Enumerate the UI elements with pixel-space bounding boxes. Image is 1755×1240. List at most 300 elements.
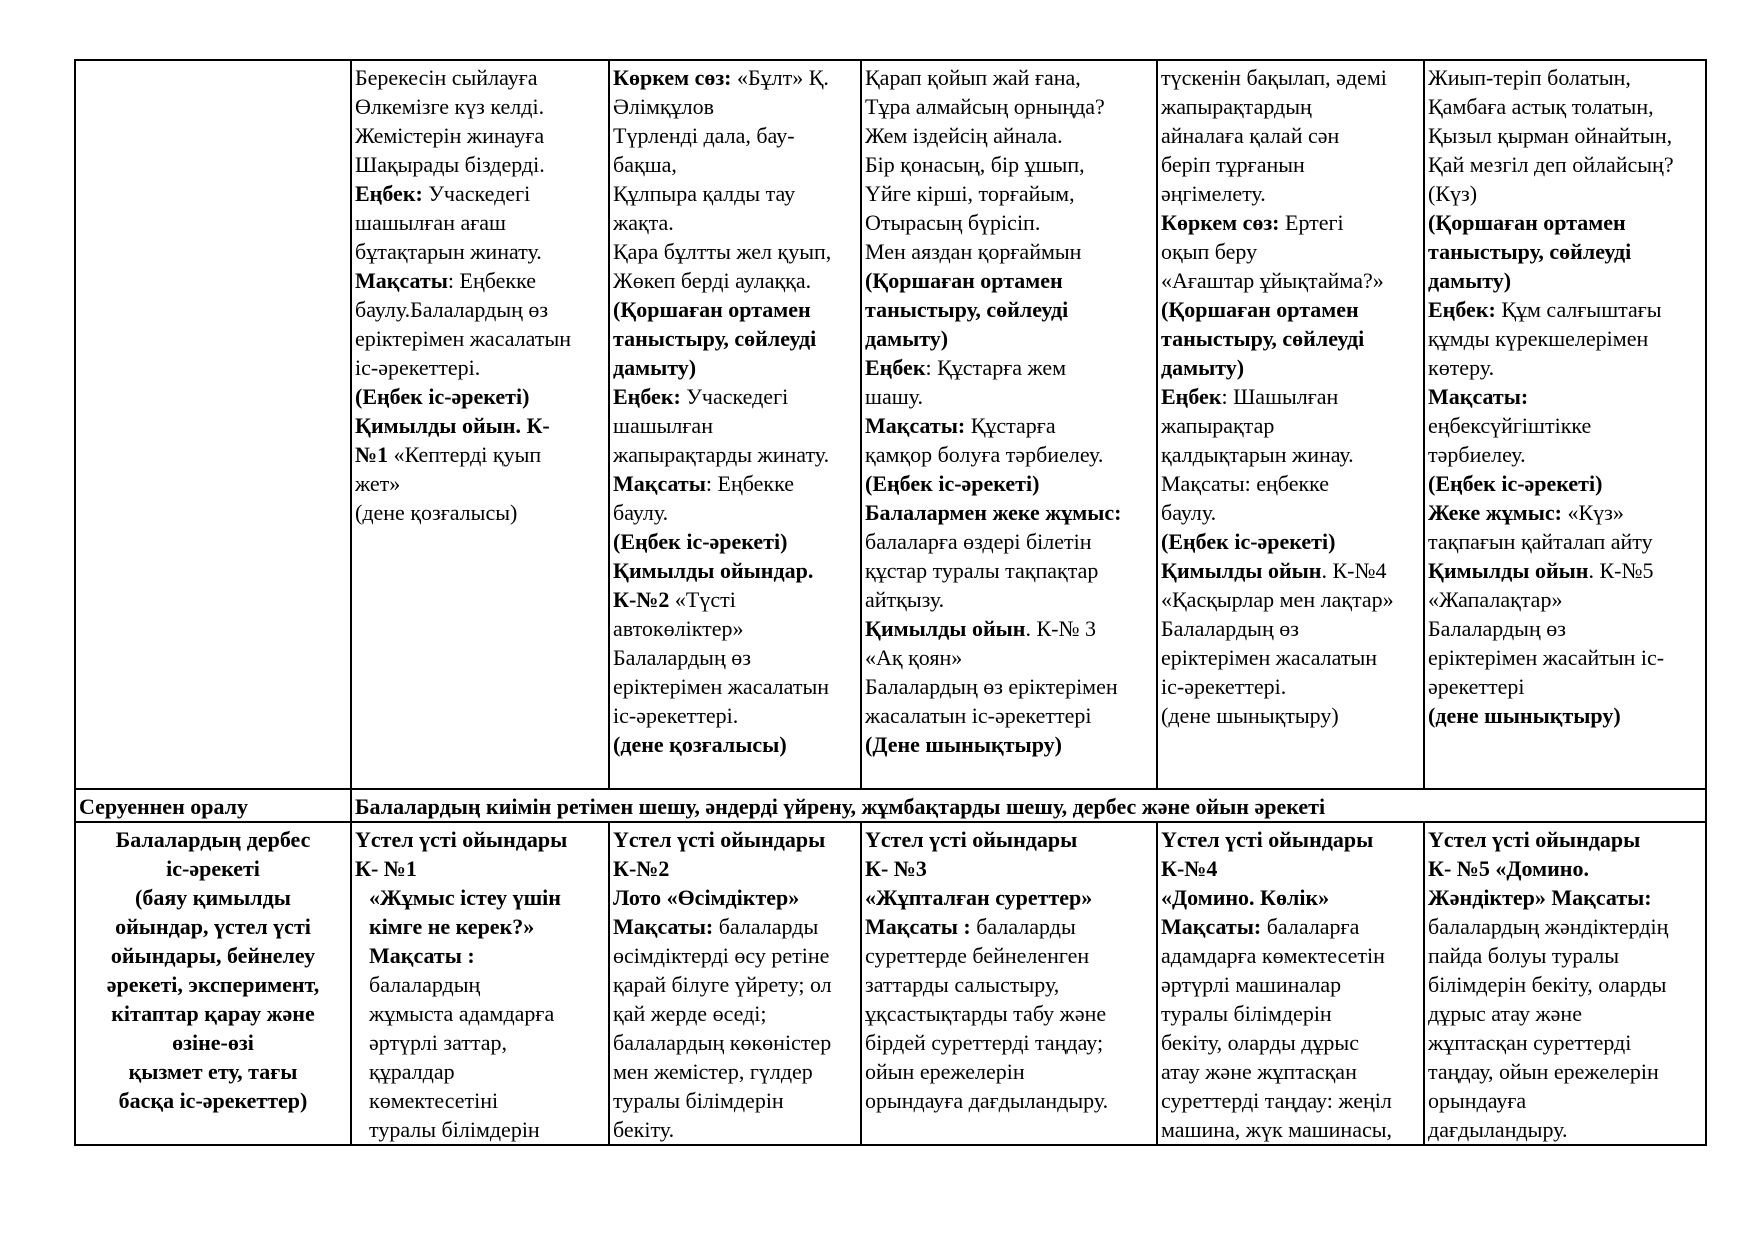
text: айналаға қалай сән [1161,123,1340,148]
text-line [613,382,857,411]
bold-text: таныстыру, сөйлеуді [1428,239,1632,264]
text: еңбексүйгіштікке [1428,413,1592,438]
row-label-cell [75,60,351,789]
text-line [613,1057,857,1086]
text: автокөліктер» [613,616,744,641]
text-line [865,999,1153,1028]
text-line [865,179,1153,208]
text-line: (баяу қимылды [135,885,291,910]
cell-day-1 [351,60,609,789]
text-line [613,498,857,527]
text: тақпағын қайталап айту [1428,529,1653,554]
text-line [865,498,1153,527]
text-line [1161,912,1420,941]
bold-text: Көркем сөз: [613,65,732,90]
bold-text: Қимылды ойын. К- [355,413,550,438]
text: Мен аяздан қорғаймын [865,239,1082,264]
bold-text: (Еңбек іс-әрекеті) [1428,471,1603,496]
text-line [1428,527,1702,556]
text-line [1161,1115,1420,1144]
text: әрекеттері [1428,674,1525,699]
text-line [865,643,1153,672]
bold-text: К- №5 «Домино. [1428,856,1589,881]
text-line [865,854,1153,883]
bold-text: Көркем сөз: [1161,210,1280,235]
text: шашылған ағаш [355,210,506,235]
text-line [1161,556,1420,585]
text: Балалардың өз еріктерімен [865,674,1118,699]
text-line [865,1057,1153,1086]
text: қай жерде өседі; [613,1001,767,1026]
text-line [355,854,605,883]
text-line [1428,556,1702,585]
table-row [75,789,1706,822]
bold-text: Қимылды ойын [1428,558,1589,583]
text-line [1161,63,1420,92]
text-line [355,1086,605,1115]
text: орындауға дағдыландыру. [865,1088,1109,1113]
text-line [1428,266,1702,295]
text-line [613,92,857,121]
cell-text [613,63,857,759]
text: іс-әрекеттері. [1161,674,1287,699]
text-line [1428,150,1702,179]
text-line [613,701,857,730]
text: шашу. [865,384,923,409]
text-line [355,295,605,324]
text-line [1428,1115,1702,1144]
text: Балалардың өз [613,645,751,670]
bold-text: Жеке жұмыс: [1428,500,1562,525]
bold-text: Балалармен жеке жұмыс: [865,500,1122,525]
text: адамдарға көмектесетін [1161,943,1385,968]
text-line [1428,1028,1702,1057]
cell-day-1 [351,822,609,1145]
text-line [613,556,857,585]
text-line [865,527,1153,556]
text-line [865,614,1153,643]
merged-content-cell [351,789,1706,822]
text: «Кептерді қуып [388,442,542,467]
text: өсімдіктерді өсу ретіне [613,943,830,968]
text: Қара бұлтты жел қуып, [613,239,832,264]
cell-day-3 [861,60,1157,789]
bold-text: (Қоршаған ортамен [1161,297,1359,322]
cell-day-4 [1157,60,1424,789]
text: балалардың жәндіктердің [1428,914,1669,939]
bold-text: «Жұмыс істеу үшін [369,885,561,910]
text-line [1161,970,1420,999]
text: Балалардың өз [1161,616,1299,641]
text-line [865,353,1153,382]
text: ойын ережелерін [865,1059,1025,1084]
bold-text: (Қоршаған ортамен [865,268,1063,293]
bold-text: Мақсаты [355,268,448,293]
text-line [613,150,857,179]
text: еріктерімен жасалатын [613,674,830,699]
text-line [865,941,1153,970]
text: балалардың [369,972,481,997]
text: ұқсастықтарды табу және [865,1001,1107,1026]
text-line [613,527,857,556]
cell-text [1161,63,1420,730]
text: Ертегі [1279,210,1344,235]
text-line [865,382,1153,411]
text: Әлімқұлов [613,94,714,119]
text-line [1428,295,1702,324]
table-row [75,822,1706,1145]
cell-day-4 [1157,822,1424,1145]
text: «Ақ қоян» [865,645,963,670]
text-line [613,1115,857,1144]
text-line [355,469,605,498]
text: қалдықтарын жинау. [1161,442,1354,467]
text: қамқор болуға тәрбиелеу. [865,442,1104,467]
text: іс-әрекеттері. [613,703,739,728]
text-line [1428,999,1702,1028]
bold-text: №1 [355,442,389,467]
text-line [1428,324,1702,353]
text-line [613,1086,857,1115]
text-line [613,883,857,912]
bold-text: Лото «Өсімдіктер» [613,885,800,910]
text-line [1161,883,1420,912]
text-line: іс-әрекеті [166,856,260,881]
text-line [865,295,1153,324]
text-line [613,730,857,759]
bold-text: (Дене шынықтыру) [865,732,1062,757]
text-line [1428,1086,1702,1115]
bold-text: Еңбек: [1428,297,1496,322]
text-line [1161,999,1420,1028]
text: құстар туралы тақпақтар [865,558,1099,583]
text: қарай білуге үйрету; ол [613,972,832,997]
text-line [1428,614,1702,643]
text-line [1428,63,1702,92]
text: Жөкеп берді аулаққа. [613,268,812,293]
text-line [865,970,1153,999]
text-line [613,672,857,701]
text-line [1161,701,1420,730]
text: «Қасқырлар мен лақтар» [1161,587,1394,612]
bold-text: (дене қозғалысы) [613,732,787,757]
text-line: әрекеті, эксперимент, [106,972,320,997]
text-line [1161,411,1420,440]
text-line [355,237,605,266]
text: Құлпыра қалды тау [613,181,796,206]
bold-text: (Еңбек іс-әрекеті) [1161,529,1336,554]
text-line [865,701,1153,730]
text-line [1428,912,1702,941]
row-label-return-walk: Серуеннен оралу [79,794,249,819]
text: еріктерімен жасайтын іс- [1428,645,1665,670]
text-line [1161,1057,1420,1086]
text-line [355,440,605,469]
text: «Жапалақтар» [1428,587,1563,612]
text-line [355,970,605,999]
text-line [355,941,605,970]
text-line: ойындары, бейнелеу [110,943,316,968]
text-line [1428,440,1702,469]
bold-text: таныстыру, сөйлеуді [865,297,1069,322]
text-line [1428,854,1702,883]
text-line [355,324,605,353]
text-line [1161,150,1420,179]
text: баулу. [613,500,669,525]
text: : Шашылған [1221,384,1339,409]
bold-text: дамыту) [1428,268,1512,293]
text-line [865,208,1153,237]
text: (дене қозғалысы) [355,500,518,525]
bold-text: Үстел үсті ойындары [1428,827,1641,852]
independent-activity-label [79,825,347,1115]
bold-text: Үстел үсті ойындары [355,827,568,852]
text-line [1428,585,1702,614]
text-line [355,266,605,295]
text: Шақырады біздерді. [355,152,545,177]
text: дұрыс атау және [1428,1001,1582,1026]
cell-text [1428,63,1702,730]
text: еріктерімен жасалатын [1161,645,1378,670]
text-line [1428,883,1702,912]
text: Берекесін сыйлауға [355,65,538,90]
text-line [613,469,857,498]
text-line [613,614,857,643]
text-line [1161,266,1420,295]
text-line [1428,121,1702,150]
text-line [865,237,1153,266]
text-line [355,411,605,440]
text-line [1428,498,1702,527]
text: құмды күрекшелерімен [1428,326,1649,351]
text-line [613,237,857,266]
text-line [613,825,857,854]
text-line [865,1028,1153,1057]
bold-text: (Еңбек іс-әрекеті) [355,384,530,409]
bold-text: Еңбек: [613,384,681,409]
cell-day-2 [609,60,861,789]
text-line [355,179,605,208]
text-line [355,121,605,150]
text: туралы білімдерін [613,1088,784,1113]
text: көтеру. [1428,355,1495,380]
text: жұптасқан суреттерді [1428,1030,1632,1055]
text: жасалатын іс-әрекеттері [865,703,1092,728]
text: Құм салғыштағы [1495,297,1662,322]
text: бекіту, оларды дұрыс [1161,1030,1359,1055]
text-line [355,150,605,179]
text: мен жемістер, гүлдер [613,1059,813,1084]
bold-text: Үстел үсті ойындары [865,827,1078,852]
text-line [613,179,857,208]
text-line [613,941,857,970]
text: Қызыл қырман ойнайтын, [1428,123,1673,148]
bold-text: Жәндіктер» Мақсаты: [1428,885,1652,910]
return-walk-text: Балалардың киімін ретімен шешу, әндерді үйрену, жұмбақтарды шешу, дербес және ойын әрекеті [355,794,1326,819]
bold-text: Еңбек [865,355,926,380]
text-line [865,556,1153,585]
bold-text: К- №1 [355,856,417,881]
text: балаларға өздері білетін [865,529,1092,554]
text-line [355,999,605,1028]
text: таңдау, ойын ережелерін [1428,1059,1659,1084]
text-line [1161,498,1420,527]
text-line [355,912,605,941]
bold-text: К-№4 [1161,856,1218,881]
bold-text: кімге не керек?» [369,914,535,939]
bold-text: К-№2 [613,587,670,612]
text-line [865,440,1153,469]
text-line [613,353,857,382]
text-line [613,440,857,469]
cell-day-5 [1424,822,1706,1145]
text: : Еңбекке [705,471,794,496]
text: беріп тұрғанын [1161,152,1305,177]
cell-day-3 [861,822,1157,1145]
text: көмектесетіні [369,1088,499,1113]
bold-text: Мақсаты : [369,943,475,968]
bold-text: (Қоршаған ортамен [613,297,811,322]
text: еріктерімен жасалатын [355,326,572,351]
text-line [865,411,1153,440]
text: Түрленді дала, бау- [613,123,795,148]
text: әртүрлі заттар, [369,1030,508,1055]
text: баулу. [1161,500,1217,525]
text-line [1161,353,1420,382]
text: орындауға [1428,1088,1527,1113]
text-line [355,208,605,237]
bold-text: Үстел үсті ойындары [1161,827,1374,852]
text-line [355,1057,605,1086]
text: . К-№5 [1588,558,1654,583]
text-line [355,63,605,92]
text-line [865,63,1153,92]
text: Қай мезгіл деп ойлайсың? [1428,152,1674,177]
text: машина, жүк машинасы, [1161,1117,1393,1142]
text-line [1161,643,1420,672]
text-line [613,643,857,672]
text: құралдар [369,1059,455,1084]
text-line [1428,643,1702,672]
text-line [1161,179,1420,208]
text: бірдей суреттерді таңдау; [865,1030,1104,1055]
text-line [1161,672,1420,701]
text-line [1428,382,1702,411]
text-line [355,353,605,382]
text: Жиып-теріп болатын, [1428,65,1631,90]
text-line [1161,237,1420,266]
text-line [1161,295,1420,324]
bold-text: Қимылды ойын [1161,558,1322,583]
text-line [613,585,857,614]
text: Бір қонасың, бір ұшып, [865,152,1085,177]
text-line [1428,208,1702,237]
text: түскенін бақылап, әдемі [1161,65,1387,90]
text: туралы білімдерін [369,1117,540,1142]
text-line [1161,585,1420,614]
text: суреттерде бейнеленген [865,943,1090,968]
text: балаларды [713,914,819,939]
bold-text: Еңбек: [355,181,423,206]
cell-text [613,825,857,1144]
text: оқып беру [1161,239,1258,264]
text: : Құстарға жем [925,355,1067,380]
text-line [1161,614,1420,643]
text-line [613,999,857,1028]
text: дағдыландыру. [1428,1117,1568,1142]
text: іс-әрекеттері. [355,355,481,380]
text-line [355,498,605,527]
text-line [613,1028,857,1057]
bold-text: Қимылды ойындар. [613,558,814,583]
text-line [1428,469,1702,498]
text-line [1161,208,1420,237]
text: (Күз) [1428,181,1478,206]
plan-table [74,59,1707,1146]
text-line [613,208,857,237]
text-line [355,92,605,121]
bold-text: Мақсаты: [865,413,966,438]
row-label-cell [75,789,351,822]
text-line [355,1028,605,1057]
text: . К-№4 [1321,558,1387,583]
text: Жем іздейсің айнала. [865,123,1063,148]
bold-text: Мақсаты: [1161,914,1262,939]
text-line [1161,854,1420,883]
text: Мақсаты: еңбекке [1161,471,1330,496]
text-line [1161,121,1420,150]
text-line: өзіне-өзі [172,1030,254,1055]
text-line [613,854,857,883]
text-line [865,121,1153,150]
text-line [613,121,857,150]
bold-text: Қимылды ойын [865,616,1026,641]
bold-text: «Домино. Көлік» [1161,885,1330,910]
text: «Бұлт» Қ. [731,65,829,90]
text-line [1161,382,1420,411]
cell-day-2 [609,822,861,1145]
text-line [1428,672,1702,701]
text-line [613,324,857,353]
bold-text: К-№2 [613,856,670,881]
cell-text [355,825,605,1144]
bold-text: (Еңбек іс-әрекеті) [865,471,1040,496]
text: (дене шынықтыру) [1161,703,1339,728]
bold-text: дамыту) [613,355,697,380]
cell-text [355,63,605,527]
text: бекіту. [613,1117,675,1142]
text-line [865,672,1153,701]
text-line [1161,527,1420,556]
text-line [1428,825,1702,854]
text: Балалардың өз [1428,616,1566,641]
text-line [613,63,857,92]
cell-text [1428,825,1702,1144]
cell-text [865,63,1153,759]
text-line [865,912,1153,941]
text: Учаскедегі [422,181,531,206]
text-line: Балалардың дербес [115,827,311,852]
cell-text [1161,825,1420,1144]
text-line [865,825,1153,854]
text-line [1428,701,1702,730]
text: шашылған [613,413,713,438]
bold-text: таныстыру, сөйлеуді [613,326,817,351]
text: «Ағаштар ұйықтайма?» [1161,268,1384,293]
text: баулу.Балалардың өз [355,297,549,322]
text: Қарап қойып жай ғана, [865,65,1081,90]
text-line [1428,411,1702,440]
